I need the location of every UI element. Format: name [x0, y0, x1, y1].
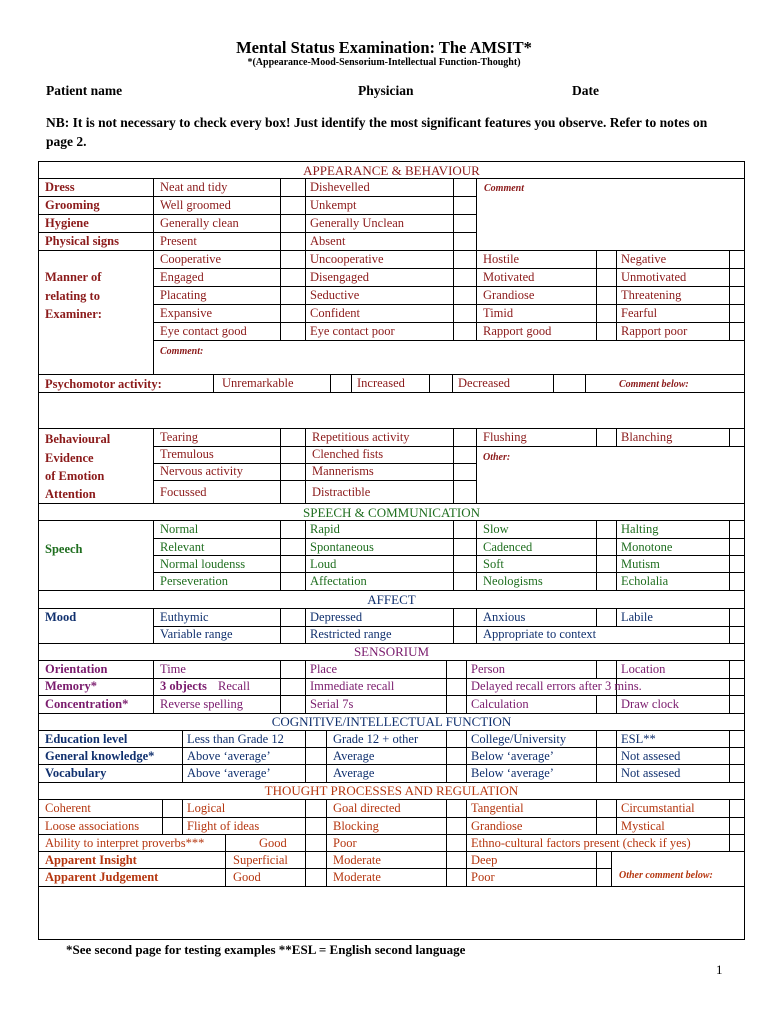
orientation-option: Person	[471, 662, 506, 676]
orientation-option: Place	[310, 662, 338, 676]
concentration-option: Draw clock	[621, 697, 679, 711]
speech-option: Soft	[483, 557, 504, 571]
physical-signs-option: Present	[160, 234, 197, 248]
speech-option: Perseveration	[160, 574, 229, 588]
judgement-option: Poor	[471, 870, 495, 884]
speech-option: Normal	[160, 522, 199, 536]
education-label: Education level	[45, 732, 128, 746]
general-knowledge-option: Average	[333, 749, 375, 763]
thought-option: Coherent	[45, 801, 91, 815]
behaviour-option: Tearing	[160, 430, 198, 444]
speech-option: Cadenced	[483, 540, 533, 554]
dress-label: Dress	[45, 180, 75, 194]
mood-option: Euthymic	[160, 610, 209, 624]
general-knowledge-label: General knowledge*	[45, 749, 155, 763]
thought-option: Flight of ideas	[187, 819, 260, 833]
speech-option: Slow	[483, 522, 509, 536]
patient-name-label: Patient name	[46, 83, 123, 98]
judgement-label: Apparent Judgement	[45, 870, 159, 884]
behaviour-option: Mannerisms	[312, 464, 374, 478]
speech-option: Neologisms	[483, 574, 543, 588]
physician-label: Physician	[358, 83, 414, 98]
manner-comment-label: Comment:	[160, 346, 204, 357]
section-heading-sensorium: SENSORIUM	[353, 644, 430, 659]
thought-option: Grandiose	[471, 819, 523, 833]
vocabulary-option: Below ‘average’	[471, 766, 554, 780]
speech-option: Rapid	[310, 522, 340, 536]
comment-label: Comment	[484, 183, 525, 194]
speech-option: Monotone	[621, 540, 673, 554]
general-knowledge-option: Above ‘average’	[187, 749, 271, 763]
mood-option: Depressed	[310, 610, 363, 624]
thought-option: Mystical	[621, 819, 665, 833]
page-subtitle: *(Appearance-Mood-Sensorium-Intellectual Function-Thought)	[247, 57, 521, 68]
speech-option: Spontaneous	[310, 540, 374, 554]
mood-option: Anxious	[483, 610, 526, 624]
hygiene-option: Generally Unclean	[310, 216, 405, 230]
manner-option: Expansive	[160, 306, 213, 320]
manner-option: Eye contact good	[160, 324, 247, 338]
general-knowledge-option: Not assesed	[621, 749, 681, 763]
memory-recall-text: Recall	[218, 679, 250, 693]
behaviour-option: Nervous activity	[160, 464, 243, 478]
manner-option: Uncooperative	[310, 252, 384, 266]
general-knowledge-option: Below ‘average’	[471, 749, 554, 763]
footer-note: *See second page for testing examples **ESL = English second language	[66, 942, 466, 957]
physical-signs-label: Physical signs	[45, 234, 119, 248]
manner-option: Fearful	[621, 306, 658, 320]
grooming-option: Well groomed	[160, 198, 231, 212]
vocabulary-label: Vocabulary	[45, 766, 107, 780]
memory-option: Immediate recall	[310, 679, 395, 693]
hygiene-label: Hygiene	[45, 216, 89, 230]
behavioural-label: Evidence	[45, 451, 94, 465]
mood-option: Labile	[621, 610, 653, 624]
memory-option: 3 objects	[160, 679, 207, 693]
attention-option: Focussed	[160, 485, 207, 499]
behaviour-option: Blanching	[621, 430, 673, 444]
section-heading-thought: THOUGHT PROCESSES AND REGULATION	[264, 783, 519, 798]
behaviour-option: Repetitious activity	[312, 430, 410, 444]
manner-option: Threatening	[621, 288, 682, 302]
speech-option: Loud	[310, 557, 337, 571]
ethno-cultural-option: Ethno-cultural factors present (check if yes)	[471, 836, 691, 850]
thought-option: Loose associations	[45, 819, 140, 833]
behaviour-option: Tremulous	[160, 447, 214, 461]
thought-option: Blocking	[333, 819, 379, 833]
speech-option: Relevant	[160, 540, 205, 554]
education-option: Less than Grade 12	[187, 732, 284, 746]
grooming-label: Grooming	[45, 198, 100, 212]
manner-label: Manner of	[45, 270, 102, 284]
section-heading-appearance: APPEARANCE & BEHAVIOUR	[303, 163, 480, 178]
manner-option: Seductive	[310, 288, 360, 302]
manner-label: relating to	[45, 289, 100, 303]
speech-option: Normal loudenss	[160, 557, 246, 571]
thought-option: Circumstantial	[621, 801, 695, 815]
concentration-option: Calculation	[471, 697, 529, 711]
nb-note: NB: It is not necessary to check every box! Just identify the most significant features you observe. Refer to notes on page 2.	[46, 115, 708, 149]
dress-option: Dishevelled	[310, 180, 370, 194]
hygiene-option: Generally clean	[160, 216, 239, 230]
speech-option: Affectation	[310, 574, 367, 588]
manner-option: Timid	[483, 306, 514, 320]
vocabulary-option: Above ‘average’	[187, 766, 271, 780]
mood-label: Mood	[45, 610, 77, 624]
mood-option: Appropriate to context	[483, 627, 597, 641]
psychomotor-comment-label: Comment below:	[619, 379, 689, 390]
manner-label: Examiner:	[45, 307, 102, 321]
date-label: Date	[572, 83, 599, 98]
thought-option: Tangential	[471, 801, 524, 815]
manner-option: Rapport good	[483, 324, 552, 338]
insight-option: Deep	[471, 853, 498, 867]
concentration-option: Reverse spelling	[160, 697, 243, 711]
manner-option: Rapport poor	[621, 324, 688, 338]
mood-option: Variable range	[160, 627, 233, 641]
manner-option: Confident	[310, 306, 360, 320]
manner-option: Placating	[160, 288, 207, 302]
thought-option: Logical	[187, 801, 226, 815]
psychomotor-option: Unremarkable	[222, 376, 294, 390]
behaviour-option: Clenched fists	[312, 447, 384, 461]
judgement-option: Good	[233, 870, 261, 884]
behaviour-option: Flushing	[483, 430, 527, 444]
page-title: Mental Status Examination: The AMSIT*	[236, 38, 532, 57]
page-number: 1	[716, 962, 723, 977]
other-label: Other:	[483, 452, 511, 463]
thought-option: Goal directed	[333, 801, 401, 815]
education-option: ESL**	[621, 732, 656, 746]
vocabulary-option: Average	[333, 766, 375, 780]
psychomotor-label: Psychomotor activity:	[45, 377, 162, 391]
attention-option: Distractible	[312, 485, 371, 499]
manner-option: Negative	[621, 252, 667, 266]
other-comment-label: Other comment below:	[619, 870, 713, 881]
insight-label: Apparent Insight	[45, 853, 137, 867]
attention-label: Attention	[45, 487, 96, 501]
insight-option: Superficial	[233, 853, 288, 867]
manner-option: Cooperative	[160, 252, 222, 266]
manner-option: Unmotivated	[621, 270, 687, 284]
section-heading-cognitive: COGNITIVE/INTELLECTUAL FUNCTION	[271, 714, 512, 729]
psychomotor-option: Increased	[357, 376, 405, 390]
dress-option: Neat and tidy	[160, 180, 228, 194]
behavioural-label: of Emotion	[45, 469, 105, 483]
concentration-label: Concentration*	[45, 697, 129, 711]
memory-option: Delayed recall errors after 3 mins.	[471, 679, 642, 693]
grooming-option: Unkempt	[310, 198, 357, 212]
behavioural-label: Behavioural	[45, 432, 111, 446]
memory-label: Memory*	[45, 679, 98, 693]
speech-label: Speech	[45, 542, 83, 556]
orientation-option: Location	[621, 662, 666, 676]
speech-option: Echolalia	[621, 574, 669, 588]
physical-signs-option: Absent	[310, 234, 346, 248]
vocabulary-option: Not assesed	[621, 766, 681, 780]
education-option: College/University	[471, 732, 567, 746]
manner-option: Motivated	[483, 270, 535, 284]
manner-option: Grandiose	[483, 288, 535, 302]
speech-option: Halting	[621, 522, 659, 536]
orientation-label: Orientation	[45, 662, 108, 676]
manner-option: Hostile	[483, 252, 520, 266]
education-option: Grade 12 + other	[333, 732, 419, 746]
psychomotor-option: Decreased	[458, 376, 511, 390]
speech-option: Mutism	[621, 557, 660, 571]
proverbs-option: Poor	[333, 836, 357, 850]
proverbs-label: Ability to interpret proverbs***	[45, 836, 205, 850]
mood-option: Restricted range	[310, 627, 392, 641]
manner-option: Disengaged	[310, 270, 370, 284]
manner-option: Engaged	[160, 270, 204, 284]
section-heading-affect: AFFECT	[367, 592, 416, 607]
insight-option: Moderate	[333, 853, 381, 867]
amsit-table	[38, 161, 745, 940]
section-heading-speech: SPEECH & COMMUNICATION	[303, 505, 480, 520]
orientation-option: Time	[160, 662, 186, 676]
judgement-option: Moderate	[333, 870, 381, 884]
manner-option: Eye contact poor	[310, 324, 395, 338]
proverbs-option: Good	[259, 836, 287, 850]
concentration-option: Serial 7s	[310, 697, 354, 711]
